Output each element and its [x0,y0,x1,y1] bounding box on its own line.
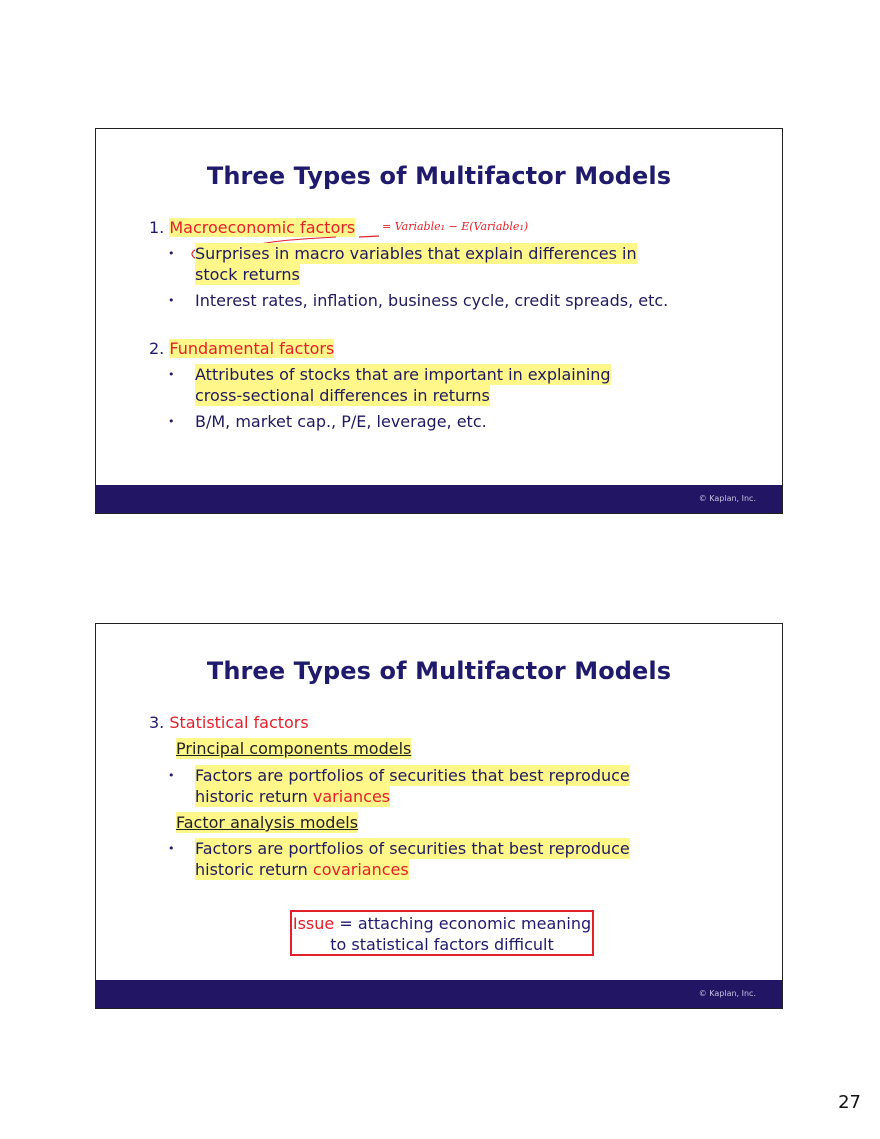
bullet-icon: • [168,842,175,855]
bullet-icon: • [168,247,175,260]
page-number: 27 [838,1092,861,1113]
bullet-line: cross-sectional differences in returns [195,386,490,405]
bullet-icon: • [168,769,175,782]
bullet-icon: • [168,294,175,307]
list-item [168,290,728,312]
list-item [168,838,688,882]
item-statistical [149,712,309,733]
list-item [168,765,688,809]
item-fundamental [149,338,334,359]
slide-title: Three Types of Multifactor Models [206,162,672,190]
item-label: Macroeconomic factors [169,218,356,237]
subheading-principal-components: Principal components models [176,739,412,758]
bullet-line: historic return [195,787,313,806]
item-number: 1. [149,218,165,237]
copyright-text: © Kaplan, Inc. [698,989,756,998]
bullet-line: historic return [195,860,313,879]
issue-callout-box [290,910,594,956]
bullet-icon: • [168,415,175,428]
issue-text-line2: to statistical factors difficult [330,935,554,954]
slide-footer [96,980,782,1008]
slide-2 [95,623,783,1009]
slide-footer [96,485,782,513]
issue-text: = attaching economic meaning [334,914,592,933]
item-number: 2. [149,339,165,358]
list-item [168,243,688,287]
item-number: 3. [149,713,165,732]
bullet-line: Factors are portfolios of securities that best reproduce [195,766,630,785]
bullet-line: Interest rates, inflation, business cycle, credit spreads, etc. [195,291,669,310]
bullet-line: Attributes of stocks that are important in explaining [195,365,611,384]
slide-1 [95,128,783,514]
bullet-line: Factors are portfolios of securities that best reproduce [195,839,630,858]
item-label: Statistical factors [169,713,309,732]
keyword-covariances: covariances [312,860,409,879]
keyword-variances: variances [312,787,391,806]
bullet-icon: • [168,368,175,381]
handwriting-marks [96,129,783,514]
item-label: Fundamental factors [169,339,335,358]
issue-label: Issue [292,914,335,933]
list-item [168,364,688,408]
slide-title: Three Types of Multifactor Models [206,657,672,685]
bullet-line: stock returns [195,265,300,284]
subheading-factor-analysis: Factor analysis models [176,813,359,832]
list-item [168,411,688,433]
bullet-line: B/M, market cap., P/E, leverage, etc. [195,412,487,431]
bullet-line: Surprises in macro variables that explain differences in [195,244,637,263]
copyright-text: © Kaplan, Inc. [698,494,756,503]
handwritten-annotation: = Variable₁ − E(Variable₁) [382,220,529,233]
